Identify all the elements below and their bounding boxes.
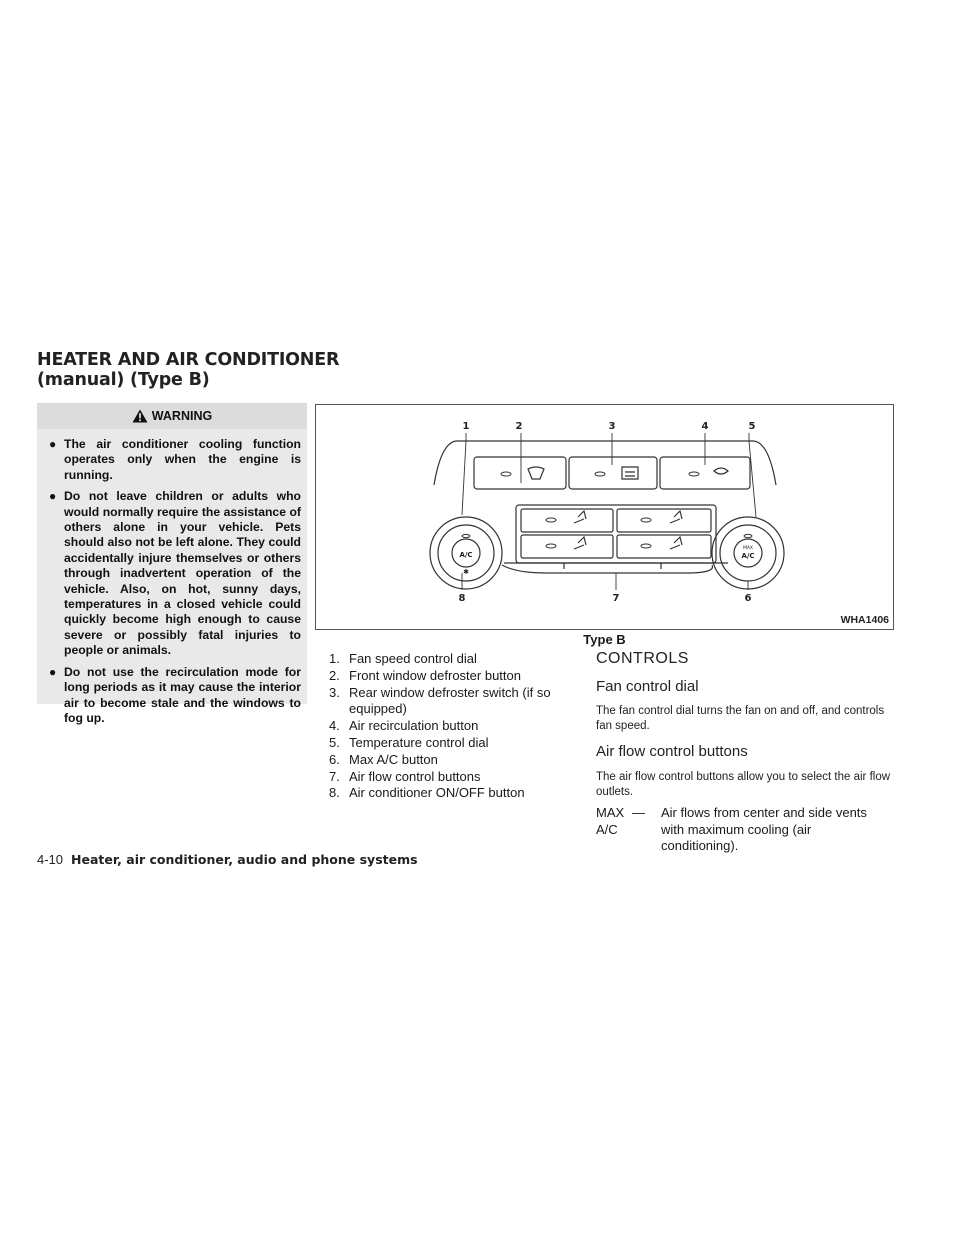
legend-item: 4. Air recirculation button bbox=[329, 718, 479, 734]
callout-1: 1 bbox=[462, 421, 470, 432]
warning-box bbox=[37, 403, 307, 725]
legend-item: 2. Front window defroster button bbox=[329, 667, 521, 683]
bullet-icon: ● bbox=[49, 489, 57, 504]
warning-triangle-icon bbox=[132, 409, 148, 423]
bullet-icon: ● bbox=[49, 664, 57, 679]
warning-list bbox=[49, 437, 301, 732]
dial-left-label: A/C bbox=[459, 551, 473, 559]
warning-item: ● The air conditioner cooling function operates only when the engine is running. bbox=[49, 437, 301, 482]
footer-title: Heater, air conditioner, audio and phone systems bbox=[71, 852, 418, 867]
callout-6: 6 bbox=[744, 593, 752, 604]
callout-5: 5 bbox=[748, 421, 756, 432]
section-title-line2: (manual) (Type B) bbox=[37, 370, 210, 390]
max-ac-dash: — bbox=[632, 805, 645, 820]
max-ac-key: MAX A/C bbox=[596, 805, 625, 837]
warning-item: ● Do not use the recirculation mode for long periods as it may cause the interior air to become stale and the windows to fog up. bbox=[49, 664, 301, 725]
control-panel-figure bbox=[315, 404, 894, 630]
fan-icon: ✱ bbox=[463, 568, 469, 576]
legend-item: 6. Max A/C button bbox=[329, 751, 438, 767]
legend-item: 3. Rear window defroster switch (if so equipped) bbox=[329, 684, 551, 717]
callout-8: 8 bbox=[458, 593, 466, 604]
legend-list bbox=[329, 651, 574, 802]
page-number: 4-10 bbox=[37, 852, 64, 867]
legend-item: 7. Air flow control buttons bbox=[329, 768, 481, 784]
airflow-heading: Air flow control buttons bbox=[596, 743, 748, 760]
control-panel-diagram bbox=[316, 405, 893, 629]
legend-item: 5. Temperature control dial bbox=[329, 734, 489, 750]
figure-id: WHA1406 bbox=[840, 614, 889, 626]
warning-item: ● Do not leave children or adults who would normally require the assistance of others alone in your vehicle. Pets should also not be left alone. They could accidentally injure themselves or others through inadvertent operation of the vehicle. Also, on hot, sunny days, temperatures in a closed vehicle could quickly become high enough to cause severe or possibly fatal injuries to people or animals. bbox=[49, 489, 301, 658]
figure-caption: Type B bbox=[583, 632, 626, 647]
page-footer bbox=[37, 852, 418, 867]
callout-2: 2 bbox=[515, 421, 523, 432]
airflow-body: The air flow control buttons allow you to select the air flow outlets. bbox=[596, 771, 891, 798]
dial-right-label: A/C bbox=[741, 552, 755, 560]
callout-7: 7 bbox=[612, 593, 620, 604]
controls-heading: CONTROLS bbox=[596, 650, 689, 667]
warning-header bbox=[37, 403, 307, 429]
callout-3: 3 bbox=[608, 421, 616, 432]
section-title bbox=[37, 350, 339, 390]
fan-control-heading: Fan control dial bbox=[596, 678, 699, 695]
bullet-icon: ● bbox=[49, 437, 57, 451]
fan-control-body: The fan control dial turns the fan on and off, and controls fan speed. bbox=[596, 705, 885, 732]
legend-item: 8. Air conditioner ON/OFF button bbox=[329, 785, 525, 801]
section-title-line1: HEATER AND AIR CONDITIONER bbox=[37, 350, 340, 370]
dial-right-label-top: MAX bbox=[742, 546, 754, 551]
callout-4: 4 bbox=[701, 421, 709, 432]
warning-heading: WARNING bbox=[151, 409, 213, 423]
max-ac-description: Air flows from center and side vents with maximum cooling (air conditioning). bbox=[661, 805, 867, 853]
legend-item: 1. Fan speed control dial bbox=[329, 651, 477, 666]
